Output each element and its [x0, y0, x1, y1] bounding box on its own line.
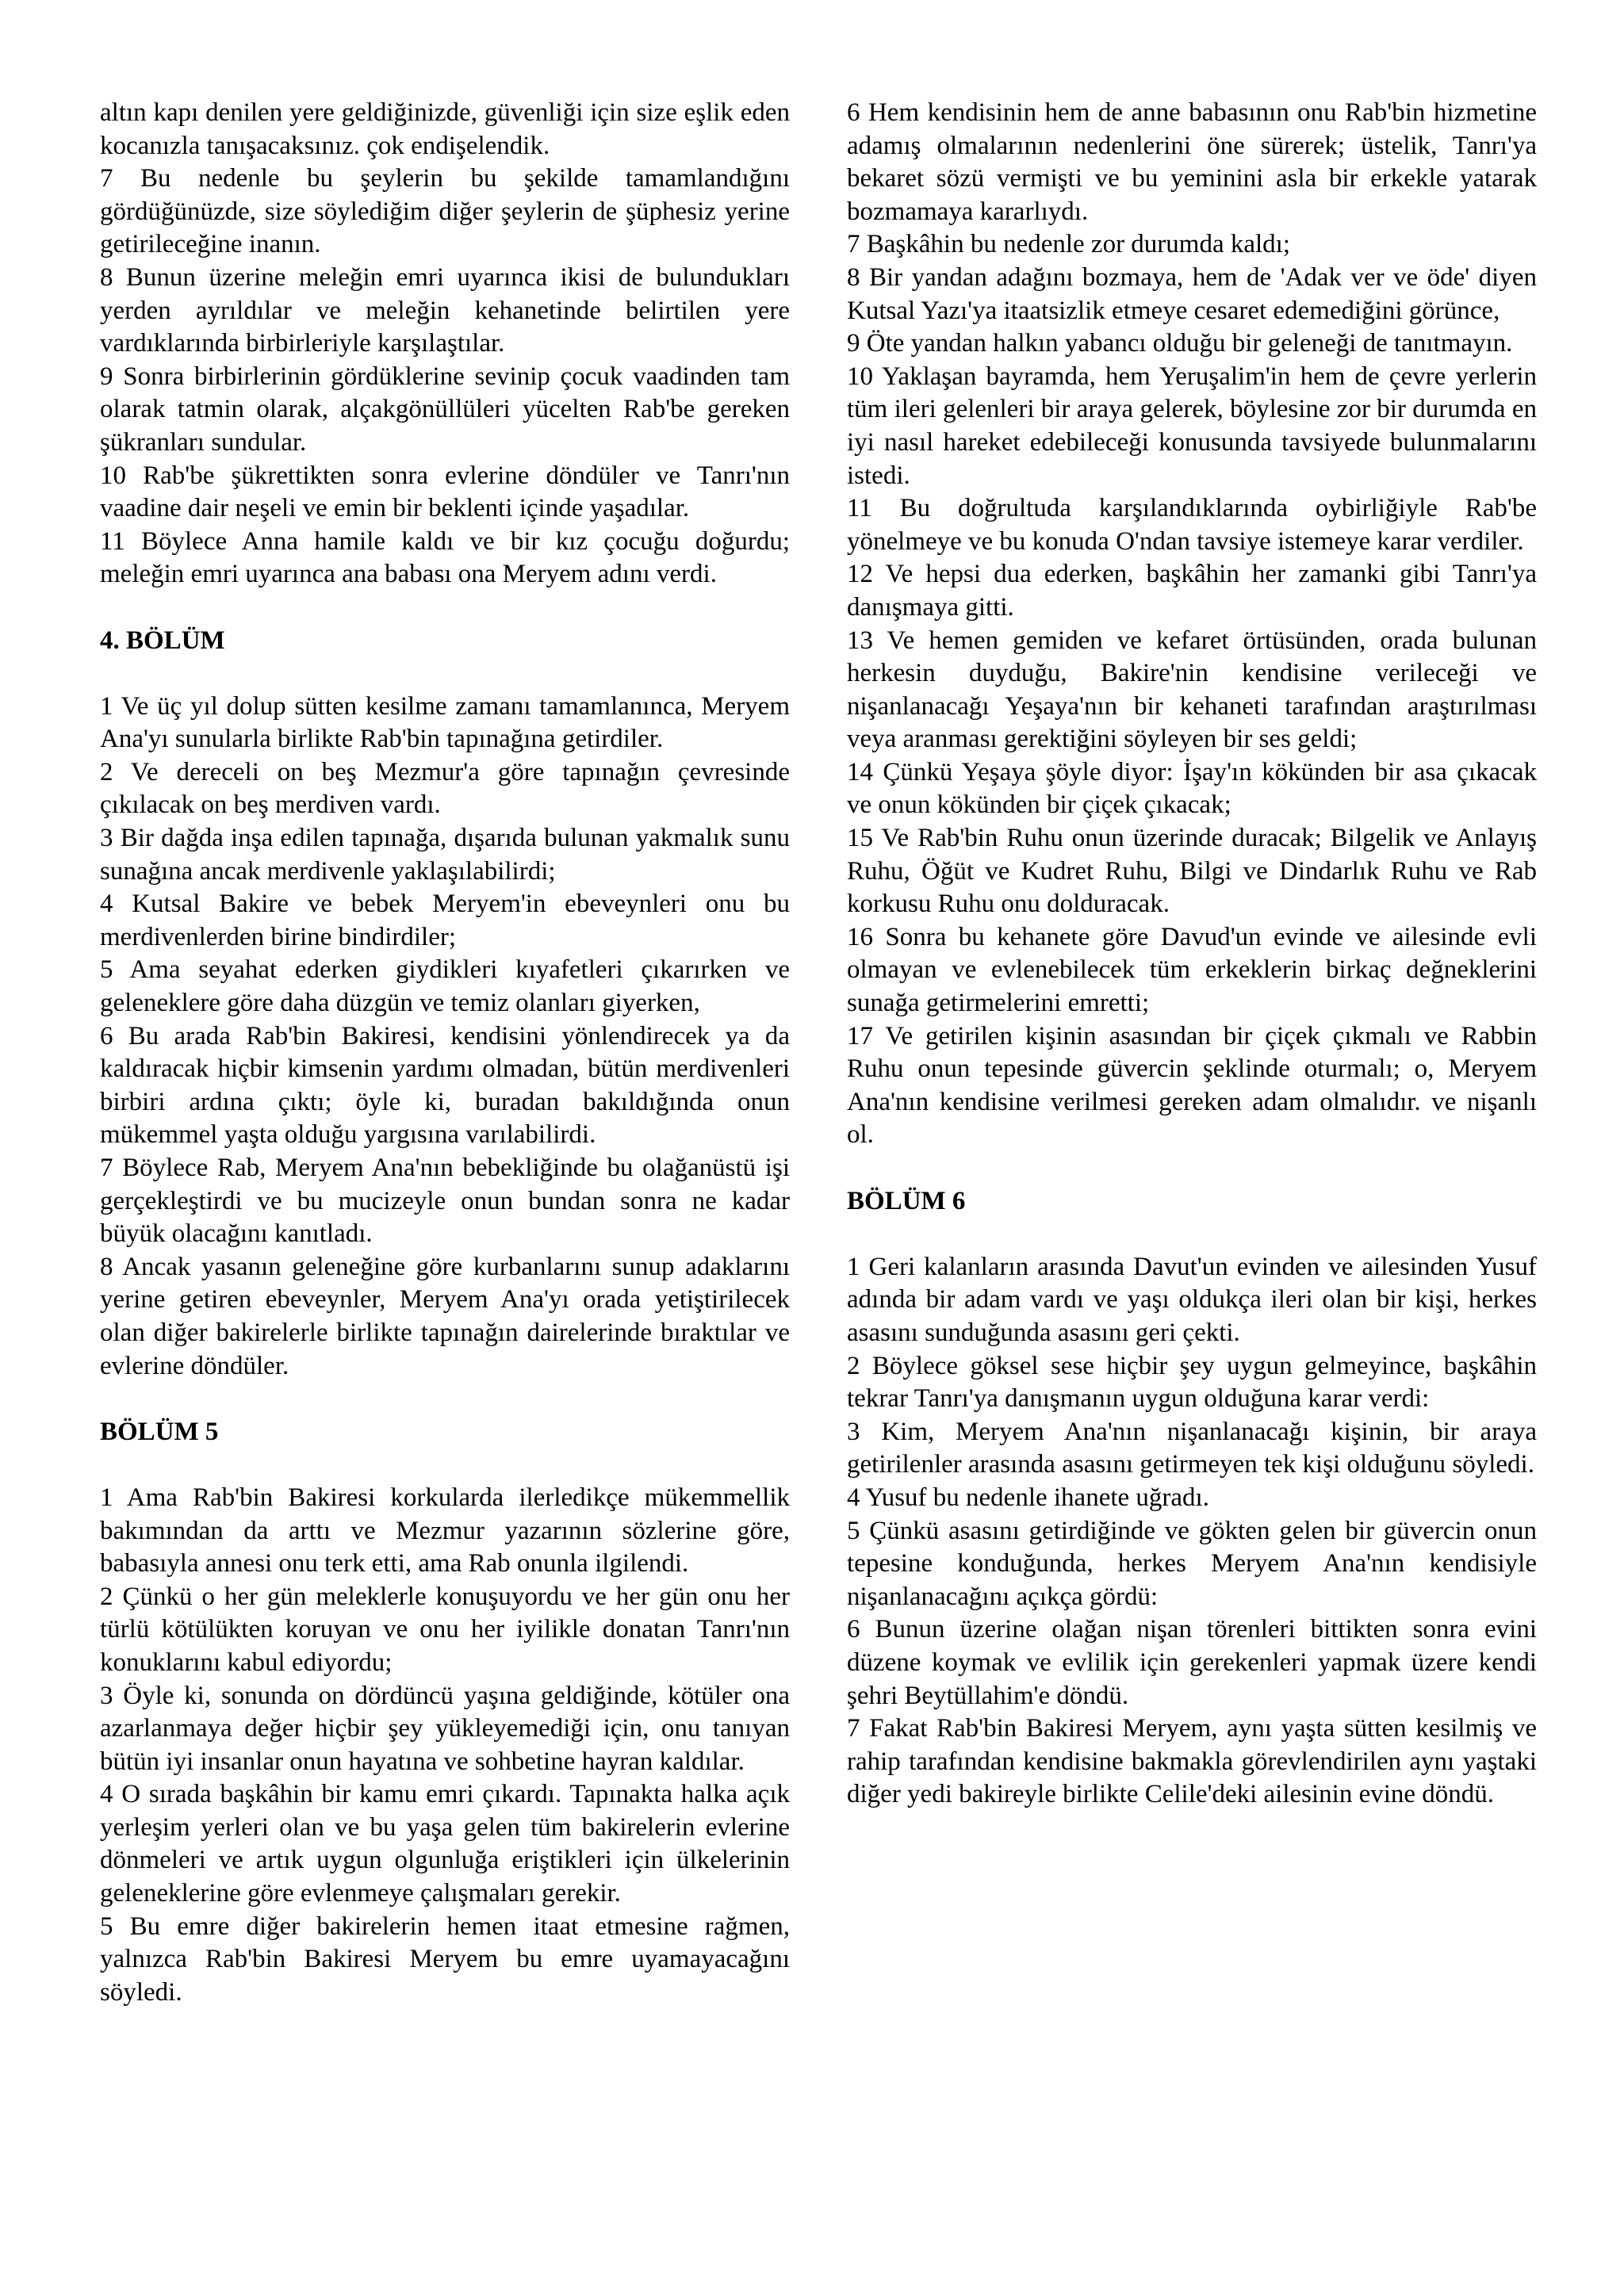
verse-paragraph: 6 Bunun üzerine olağan nişan törenleri bittikten sonra evini düzene koymak ve evlilik için gerekenleri yapmak üzere kendi şehri Beytüllahim'e döndü. — [847, 1615, 1537, 1710]
verse-paragraph: 9 Sonra birbirlerinin gördüklerine sevinip çocuk vaadinden tam olarak tatmin olarak, alçakgönüllüleri yücelten Rab'be gereken şükranları sundular. — [100, 362, 790, 457]
verse-paragraph: 1 Ama Rab'bin Bakiresi korkularda ilerledikçe mükemmellik bakımından da arttı ve Mezmur yazarının sözlerine göre, babasıyla annesi onu terk etti, ama Rab onunla ilgilendi. — [100, 1483, 790, 1578]
verse-paragraph: 7 Bu nedenle bu şeylerin bu şekilde tamamlandığını gördüğünüzde, size söylediğim diğer şeylerin de şüphesiz yerine getirileceğine inanın. — [100, 164, 790, 259]
verse-paragraph: 10 Yaklaşan bayramda, hem Yeruşalim'in hem de çevre yerlerin tüm ileri gelenleri bir araya gelerek, böylesine zor bir durumda en iyi nasıl hareket edebileceği konusunda tavsiyede bulunmalarını istedi. — [847, 362, 1537, 490]
verse-paragraph: 16 Sonra bu kehanete göre Davud'un evinde ve ailesinde evli olmayan ve evlenebilecek tüm erkeklerin birkaç değneklerini sunağa getirmelerini emretti; — [847, 922, 1537, 1018]
verse-paragraph: 5 Ama seyahat ederken giydikleri kıyafetleri çıkarırken ve geleneklere göre daha düzgün ve temiz olanları giyerken, — [100, 955, 790, 1018]
verse-paragraph: 10 Rab'be şükrettikten sonra evlerine döndüler ve Tanrı'nın vaadine dair neşeli ve emin bir beklenti içinde yaşadılar. — [100, 461, 790, 523]
verse-paragraph: 3 Öyle ki, sonunda on dördüncü yaşına geldiğinde, kötüler ona azarlanmaya değer hiçbir şey yükleyemediği için, onu tanıyan bütün iyi insanlar onun hayatına ve sohbetine hayran kaldılar. — [100, 1681, 790, 1776]
verse-paragraph: 3 Bir dağda inşa edilen tapınağa, dışarıda bulunan yakmalık sunu sunağına ancak merdivenle yaklaşılabilirdi; — [100, 824, 790, 886]
verse-paragraph: 12 Ve hepsi dua ederken, başkâhin her zamanki gibi Tanrı'ya danışmaya gitti. — [847, 560, 1537, 622]
verse-paragraph: 14 Çünkü Yeşaya şöyle diyor: İşay'ın kökünden bir asa çıkacak ve onun kökünden bir çiçek çıkacak; — [847, 757, 1537, 820]
verse-paragraph: 15 Ve Rab'bin Ruhu onun üzerinde duracak; Bilgelik ve Anlayış Ruhu, Öğüt ve Kudret Ruhu, Bilgi ve Dindarlık Ruhu ve Rab korkusu Ruhu onu dolduracak. — [847, 824, 1537, 919]
verse-paragraph: 2 Böylece göksel sese hiçbir şey uygun gelmeyince, başkâhin tekrar Tanrı'ya danışmanın uygun olduğuna karar verdi: — [847, 1351, 1537, 1414]
verse-paragraph: altın kapı denilen yere geldiğinizde, güvenliği için size eşlik eden kocanızla tanışacaksınız. çok endişelendik. — [100, 98, 790, 160]
verse-paragraph: 9 Öte yandan halkın yabancı olduğu bir geleneği de tanıtmayın. — [847, 329, 1513, 358]
verse-paragraph: 11 Böylece Anna hamile kaldı ve bir kız çocuğu doğurdu; meleğin emri uyarınca ana babası ona Meryem adını verdi. — [100, 526, 790, 589]
chapter-heading: BÖLÜM 5 — [100, 1417, 219, 1446]
verse-paragraph: 8 Ancak yasanın geleneğine göre kurbanlarını sunup adaklarını yerine getiren ebeveynler, Meryem Ana'yı orada yetiştirilecek olan diğer bakirelerle birlikte tapınağın dairelerinde bıraktılar ve evlerine döndüler. — [100, 1252, 790, 1380]
verse-paragraph: 4 O sırada başkâhin bir kamu emri çıkardı. Tapınakta halka açık yerleşim yerleri olan ve bu yaşa gelen tüm bakirelerin evlerine dönmeleri ve artık uygun olgunluğa eriştikleri için ülkelerinin geleneklerine göre evlenmeye çalışmaları gerekir. — [100, 1780, 790, 1908]
verse-paragraph: 17 Ve getirilen kişinin asasından bir çiçek çıkmalı ve Rabbin Ruhu onun tepesinde güvercin şeklinde oturmalı; o, Meryem Ana'nın kendisine verilmesi gereken adam olmalıdır. ve nişanlı ol. — [847, 1021, 1537, 1150]
right-column — [847, 97, 1537, 2237]
verse-paragraph: 7 Fakat Rab'bin Bakiresi Meryem, aynı yaşta sütten kesilmiş ve rahip tarafından kendisine bakmakla görevlendirilen aynı yaştaki diğer yedi bakireyle birlikte Celile'deki ailesinin evine döndü. — [847, 1714, 1537, 1809]
verse-paragraph: 4 Kutsal Bakire ve bebek Meryem'in ebeveynleri onu bu merdivenlerden birine bindirdiler; — [100, 890, 790, 951]
verse-paragraph: 8 Bunun üzerine meleğin emri uyarınca ikisi de bulundukları yerden ayrıldılar ve meleğin kehanetinde belirtilen yere vardıklarında birbirleriyle karşılaştılar. — [100, 262, 790, 358]
verse-paragraph: 8 Bir yandan adağını bozmaya, hem de 'Adak ver ve öde' diyen Kutsal Yazı'ya itaatsizlik etmeye cesaret edemediğini görünce, — [847, 262, 1537, 325]
verse-paragraph: 2 Çünkü o her gün meleklerle konuşuyordu ve her gün onu her türlü kötülükten koruyan ve onu her iyilikle donatan Tanrı'nın konuklarını kabul ediyordu; — [100, 1582, 790, 1677]
verse-paragraph: 5 Bu emre diğer bakirelerin hemen itaat etmesine rağmen, yalnızca Rab'bin Bakiresi Meryem bu emre uyamayacağını söyledi. — [100, 1911, 790, 2007]
verse-paragraph: 6 Hem kendisinin hem de anne babasının onu Rab'bin hizmetine adamış olmalarının nedenlerini öne sürerek; üstelik, Tanrı'ya bekaret sözü vermişti ve bu yeminini asla bir erkekle yatarak bozmamaya kararlıydı. — [847, 98, 1537, 226]
verse-paragraph: 11 Bu doğrultuda karşılandıklarında oybirliğiyle Rab'be yönelmeye ve bu konuda O'ndan tavsiye istemeye karar verdiler. — [847, 494, 1537, 556]
verse-paragraph: 1 Ve üç yıl dolup sütten kesilme zamanı tamamlanınca, Meryem Ana'yı sunularla birlikte Rab'bin tapınağına getirdiler. — [100, 691, 790, 754]
chapter-heading: BÖLÜM 6 — [847, 1186, 966, 1215]
verse-paragraph: 13 Ve hemen gemiden ve kefaret örtüsünden, orada bulunan herkesin duyduğu, Bakire'nin kendisine verileceği ve nişanlanacağı Yeşaya'nın bir kehaneti tarafından araştırılması veya aranması gerektiğini söyleyen bir ses geldi; — [847, 626, 1537, 754]
verse-paragraph: 2 Ve dereceli on beş Mezmur'a göre tapınağın çevresinde çıkılacak on beş merdiven vardı. — [100, 757, 790, 820]
verse-paragraph: 5 Çünkü asasını getirdiğinde ve gökten gelen bir güvercin onun tepesine konduğunda, herkes Meryem Ana'nın kendisiyle nişanlanacağını açıkça gördü: — [847, 1516, 1537, 1611]
chapter-heading: 4. BÖLÜM — [100, 626, 225, 655]
verse-paragraph: 1 Geri kalanların arasında Davut'un evinden ve ailesinden Yusuf adında bir adam vardı ve yaşı oldukça ileri olan bir kişi, herkes asasını sunduğunda asasını geri çekti. — [847, 1252, 1537, 1347]
left-column — [100, 97, 790, 2237]
verse-paragraph: 6 Bu arada Rab'bin Bakiresi, kendisini yönlendirecek ya da kaldıracak hiçbir kimsenin yardımı olmadan, bütün merdivenleri birbiri ardına çıktı; öyle ki, buradan bakıldığında onun mükemmel yaşta olduğu yargısına varılabilirdi. — [100, 1021, 790, 1150]
document-page — [100, 97, 1537, 2237]
verse-paragraph: 7 Başkâhin bu nedenle zor durumda kaldı; — [847, 230, 1291, 259]
verse-paragraph: 7 Böylece Rab, Meryem Ana'nın bebekliğinde bu olağanüstü işi gerçekleştirdi ve bu mucizeyle onun bundan sonra ne kadar büyük olacağını kanıtladı. — [100, 1154, 790, 1249]
verse-paragraph: 3 Kim, Meryem Ana'nın nişanlanacağı kişinin, bir araya getirilenler arasında asasını getirmeyen tek kişi olduğunu söyledi. — [847, 1417, 1537, 1479]
verse-paragraph: 4 Yusuf bu nedenle ihanete uğradı. — [847, 1483, 1209, 1512]
